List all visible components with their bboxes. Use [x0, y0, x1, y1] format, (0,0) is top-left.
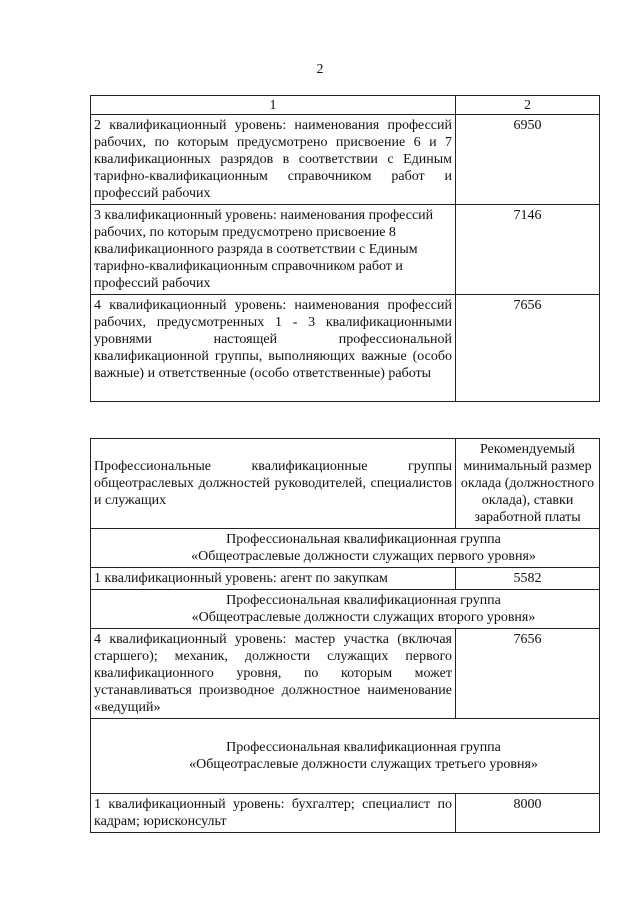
table-row: [91, 295, 600, 402]
group-title-row: [91, 590, 600, 629]
group-title: [91, 719, 600, 794]
group-title-line: «Общеотраслевые должности служащих второго уровня»: [191, 610, 536, 625]
salary-value: 8000: [456, 794, 600, 833]
qualification-table-employees: [90, 438, 600, 833]
salary-value: 6950: [456, 115, 600, 205]
group-title-line: Профессиональная квалификационная группа: [226, 740, 501, 755]
group-title-row: [91, 529, 600, 568]
table-row: [91, 629, 600, 719]
column-number-2: 2: [456, 96, 600, 115]
level-description: 1 квалификационный уровень: бухгалтер; специалист по кадрам; юрисконсульт: [91, 794, 456, 833]
group-title: [91, 529, 600, 568]
salary-value: 7656: [456, 295, 600, 402]
qualification-table-workers: [90, 95, 600, 402]
level-description: 2 квалификационный уровень: наименования профессий рабочих, по которым предусмотрено присвоение 6 и 7 квалификационных разрядов в соответствии с Единым тарифно-квалификационным справочником работ и профессий рабочих: [91, 115, 456, 205]
table-row: [91, 568, 600, 590]
group-title-line: Профессиональная квалификационная группа: [226, 593, 501, 608]
salary-value: 7656: [456, 629, 600, 719]
table-header-row: [91, 96, 600, 115]
group-title-row: [91, 719, 600, 794]
level-description: 4 квалификационный уровень: мастер участка (включая старшего); механик, должности служащих первого квалификационного уровня, по которым может устанавливаться производное должностное наименование «ведущий»: [91, 629, 456, 719]
group-title: [91, 590, 600, 629]
table-row: [91, 115, 600, 205]
table-row: [91, 794, 600, 833]
table-header-row: [91, 439, 600, 529]
group-title-line: Профессиональная квалификационная группа: [226, 532, 501, 547]
salary-value: 7146: [456, 205, 600, 295]
level-description: 1 квалификационный уровень: агент по закупкам: [91, 568, 456, 590]
group-title-line: «Общеотраслевые должности служащих первого уровня»: [191, 549, 536, 564]
header-groups: Профессиональные квалификационные группы общеотраслевых должностей руководителей, специалистов и служащих: [91, 439, 456, 529]
level-description: 4 квалификационный уровень: наименования профессий рабочих, предусмотренных 1 - 3 квалификационными уровнями настоящей профессиональной квалификационной группы, выполняющих важные (особо важные) и ответственные (особо ответственные) работы: [91, 295, 456, 402]
header-salary: Рекомендуемый минимальный размер оклада (должностного оклада), ставки заработной платы: [456, 439, 600, 529]
level-description: 3 квалификационный уровень: наименования профессий рабочих, по которым предусмотрено присвоение 8 квалификационного разряда в соответствии с Единым тарифно-квалификационным справочником работ и профессий рабочих: [91, 205, 456, 295]
page-number: 2: [316, 62, 324, 77]
column-number-1: 1: [91, 96, 456, 115]
salary-value: 5582: [456, 568, 600, 590]
table-row: [91, 205, 600, 295]
group-title-line: «Общеотраслевые должности служащих третьего уровня»: [189, 757, 538, 772]
